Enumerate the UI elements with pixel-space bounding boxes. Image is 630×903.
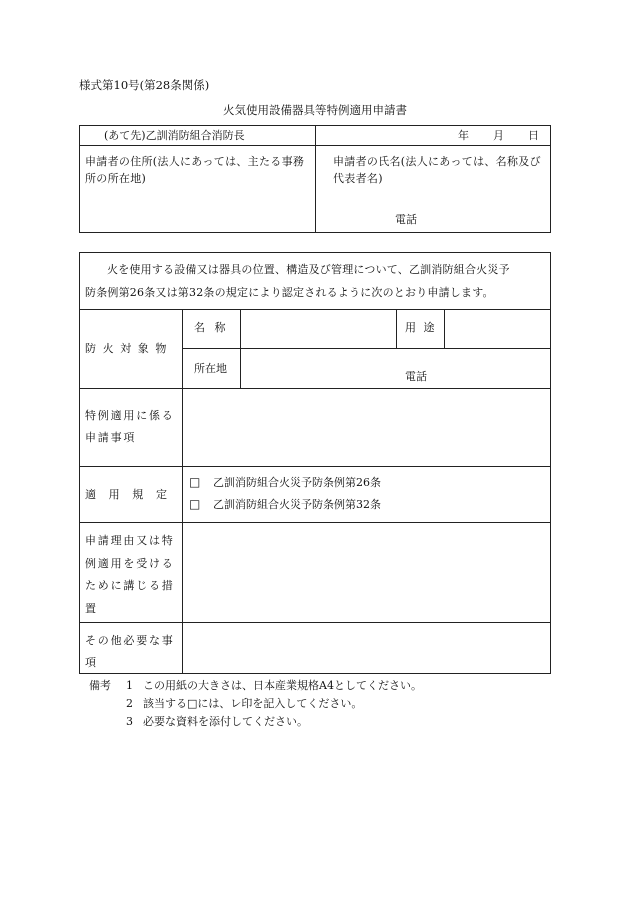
location-field[interactable] (241, 349, 550, 387)
note-number: 3 (126, 715, 133, 728)
reason-label: 申請理由又は特例適用を受けるために講じる措置 (85, 534, 175, 615)
rule-32-checkbox[interactable]: □ (189, 497, 201, 511)
date-day: 日 (528, 129, 539, 142)
reason-field[interactable] (183, 523, 550, 621)
applicant-address-label[interactable]: 申請者の住所(法人にあっては、主たる事務所の所在地) (85, 155, 305, 186)
note-number: 2 (126, 697, 133, 710)
date-year: 年 (458, 129, 469, 142)
intro-line-2: 防条例第26条又は第32条の規定により認定されるように次のとおり申請します。 (85, 286, 494, 299)
use-field[interactable] (445, 310, 550, 347)
addressee: (あて先)乙訓消防組合消防長 (104, 129, 245, 142)
fire-target-label: 防火対象物 (85, 342, 173, 355)
note-text: 必要な資料を添付してください。 (143, 715, 308, 728)
applicant-name-label[interactable]: 申請者の氏名(法人にあっては、名称及び代表者名) (333, 155, 541, 186)
form-number: 様式第10号(第28条関係) (79, 78, 210, 92)
location-phone-label: 電話 (405, 370, 427, 383)
note-number: 1 (126, 679, 133, 692)
intro-line-1: 火を使用する設備又は器具の位置、構造及び管理について、乙訓消防組合火災予 (107, 263, 510, 276)
name-label: 名 称 (194, 321, 226, 334)
header-column-divider (315, 125, 316, 233)
use-label: 用 途 (405, 321, 435, 334)
row-divider-special (79, 466, 551, 467)
rule-32-text: 乙訓消防組合火災予防条例第32条 (213, 498, 381, 511)
applicant-phone-label[interactable]: 電話 (395, 213, 417, 226)
other-label: その他必要な事項 (85, 634, 175, 669)
other-field[interactable] (183, 623, 550, 673)
rule-26-checkbox[interactable]: □ (189, 475, 201, 489)
special-items-field[interactable] (183, 389, 550, 465)
notes-heading: 備考 (89, 679, 111, 692)
date-month: 月 (493, 129, 504, 142)
special-items-label: 特例適用に係る申請事項 (85, 409, 175, 444)
rule-26-text: 乙訓消防組合火災予防条例第26条 (213, 476, 381, 489)
applicable-rules-label: 適用規定 (85, 488, 180, 501)
note-text: 該当する□には、レ印を記入してください。 (143, 697, 363, 710)
location-label: 所在地 (194, 362, 227, 375)
form-title: 火気使用設備器具等特例適用申請書 (223, 103, 407, 117)
name-field[interactable] (241, 310, 395, 347)
use-label-left-divider (396, 309, 397, 348)
note-text: この用紙の大きさは、日本産業規格A4としてください。 (143, 679, 422, 692)
